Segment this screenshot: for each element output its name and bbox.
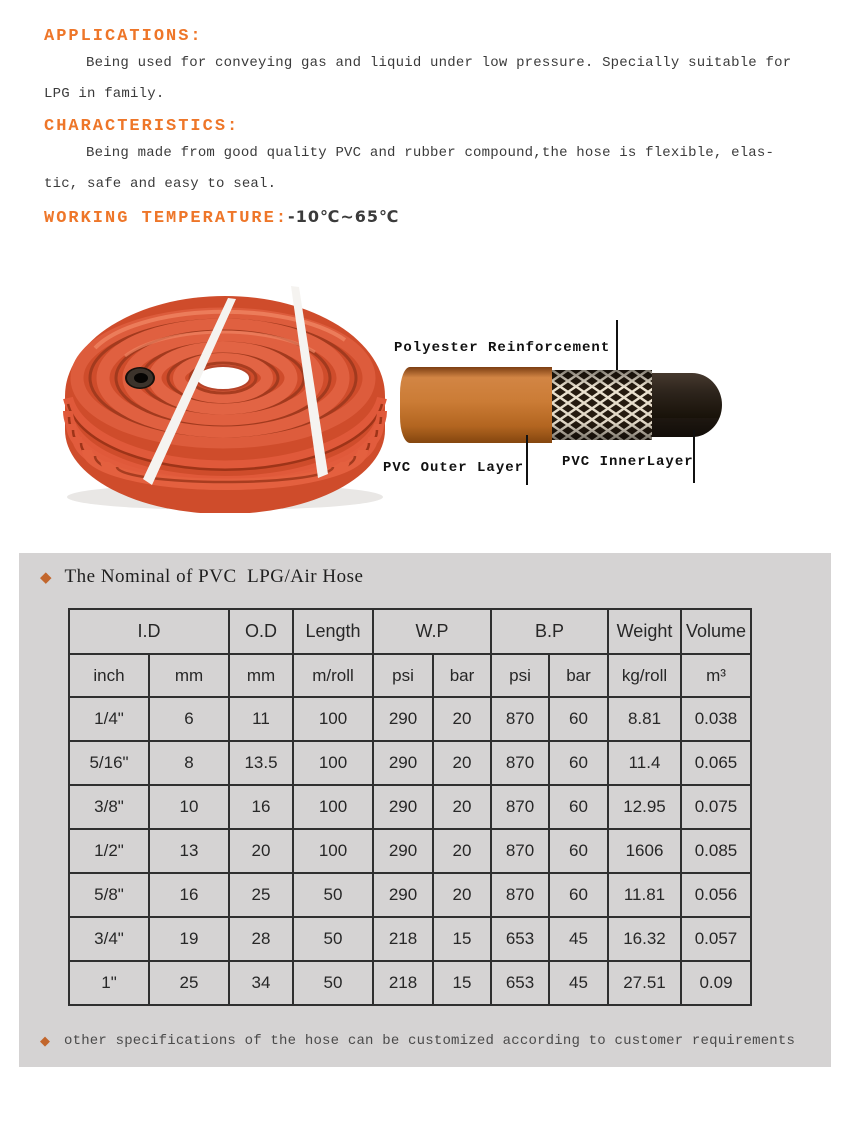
table-cell: 0.075 — [681, 785, 751, 829]
unit-header: m/roll — [293, 654, 373, 697]
unit-header: psi — [373, 654, 433, 697]
unit-header: bar — [549, 654, 608, 697]
header-group-row — [69, 609, 751, 654]
diamond-bullet-icon: ◆ — [40, 567, 52, 586]
table-cell: 25 — [229, 873, 293, 917]
table-cell: 20 — [433, 697, 491, 741]
table-cell: 290 — [373, 785, 433, 829]
spec-table-body — [69, 697, 751, 1005]
product-images-section — [0, 260, 850, 540]
unit-header-row — [69, 654, 751, 697]
table-cell: 870 — [491, 785, 549, 829]
unit-header: mm — [149, 654, 229, 697]
polyester-braid-segment — [552, 370, 652, 440]
pvc-inner-layer-segment — [652, 373, 722, 437]
table-cell: 20 — [433, 741, 491, 785]
pvc-outer-layer-segment — [400, 367, 552, 443]
spec-table-title: The Nominal of PVC LPG/Air Hose — [64, 566, 364, 587]
table-row — [69, 741, 751, 785]
table-cell: 218 — [373, 917, 433, 961]
table-cell: 27.51 — [608, 961, 681, 1005]
table-cell: 45 — [549, 917, 608, 961]
unit-header: m³ — [681, 654, 751, 697]
unit-header: kg/roll — [608, 654, 681, 697]
table-cell: 870 — [491, 741, 549, 785]
table-row — [69, 961, 751, 1005]
table-cell: 45 — [549, 961, 608, 1005]
table-cell: 13.5 — [229, 741, 293, 785]
table-cell: 13 — [149, 829, 229, 873]
table-cell: 0.057 — [681, 917, 751, 961]
unit-header: inch — [69, 654, 149, 697]
table-cell: 100 — [293, 829, 373, 873]
table-cell: 10 — [149, 785, 229, 829]
spec-table-head — [69, 609, 751, 697]
table-cell: 1/4" — [69, 697, 149, 741]
outer-layer-pointer-line — [526, 435, 528, 485]
characteristics-heading: CHARACTERISTICS: — [44, 117, 240, 136]
table-cell: 16 — [229, 785, 293, 829]
reinforcement-label: Polyester Reinforcement — [394, 340, 611, 356]
column-group-header: W.P — [373, 609, 491, 654]
hose-cross-section — [400, 367, 722, 443]
paragraph-line: tic, safe and easy to seal. — [44, 176, 277, 192]
table-cell: 16 — [149, 873, 229, 917]
table-cell: 19 — [149, 917, 229, 961]
footnote-text: other specifications of the hose can be customized according to customer requirements — [64, 1033, 796, 1049]
column-group-header: Weight — [608, 609, 681, 654]
table-cell: 8 — [149, 741, 229, 785]
table-cell: 20 — [433, 873, 491, 917]
table-cell: 50 — [293, 917, 373, 961]
column-group-header: O.D — [229, 609, 293, 654]
hose-coil-image — [55, 278, 390, 517]
table-cell: 218 — [373, 961, 433, 1005]
table-cell: 5/16" — [69, 741, 149, 785]
table-cell: 11.4 — [608, 741, 681, 785]
table-cell: 870 — [491, 697, 549, 741]
table-cell: 0.065 — [681, 741, 751, 785]
working-temperature-heading: WORKING TEMPERATURE: — [44, 209, 289, 228]
applications-heading: APPLICATIONS: — [44, 27, 203, 46]
table-cell: 100 — [293, 741, 373, 785]
table-cell: 28 — [229, 917, 293, 961]
paragraph-line: Being made from good quality PVC and rubber compound,the hose is flexible, elas- — [86, 145, 775, 161]
paragraph-line: LPG in family. — [44, 86, 165, 102]
table-cell: 653 — [491, 961, 549, 1005]
table-cell: 5/8" — [69, 873, 149, 917]
table-cell: 60 — [549, 741, 608, 785]
table-cell: 290 — [373, 829, 433, 873]
intro-text-block — [0, 0, 850, 230]
table-row — [69, 697, 751, 741]
spec-table — [68, 608, 752, 1006]
column-group-header: B.P — [491, 609, 608, 654]
table-row — [69, 829, 751, 873]
table-cell: 0.056 — [681, 873, 751, 917]
table-cell: 60 — [549, 829, 608, 873]
unit-header: bar — [433, 654, 491, 697]
table-cell: 1/2" — [69, 829, 149, 873]
table-cell: 0.09 — [681, 961, 751, 1005]
table-cell: 16.32 — [608, 917, 681, 961]
table-cell: 60 — [549, 785, 608, 829]
unit-header: mm — [229, 654, 293, 697]
table-cell: 290 — [373, 697, 433, 741]
table-cell: 6 — [149, 697, 229, 741]
column-group-header: Length — [293, 609, 373, 654]
table-cell: 1606 — [608, 829, 681, 873]
inner-layer-label: PVC InnerLayer — [562, 454, 694, 470]
table-cell: 3/8" — [69, 785, 149, 829]
table-cell: 12.95 — [608, 785, 681, 829]
table-row — [69, 917, 751, 961]
table-row — [69, 873, 751, 917]
hose-coil-illustration — [55, 278, 390, 513]
table-cell: 34 — [229, 961, 293, 1005]
spec-panel — [19, 553, 831, 1067]
spec-panel-title-row — [19, 566, 831, 588]
table-cell: 50 — [293, 873, 373, 917]
diamond-bullet-icon: ◆ — [40, 1033, 50, 1049]
table-cell: 0.085 — [681, 829, 751, 873]
table-row — [69, 785, 751, 829]
applications-paragraph — [44, 48, 806, 110]
outer-layer-label: PVC Outer Layer — [383, 460, 525, 476]
paragraph-line: Being used for conveying gas and liquid under low pressure. Specially suitable for — [86, 55, 792, 71]
table-cell: 20 — [433, 785, 491, 829]
table-cell: 11.81 — [608, 873, 681, 917]
working-temperature-line — [44, 206, 806, 230]
table-cell: 870 — [491, 873, 549, 917]
table-cell: 60 — [549, 697, 608, 741]
table-cell: 100 — [293, 697, 373, 741]
table-cell: 1" — [69, 961, 149, 1005]
table-cell: 50 — [293, 961, 373, 1005]
column-group-header: I.D — [69, 609, 229, 654]
table-cell: 20 — [433, 829, 491, 873]
table-cell: 25 — [149, 961, 229, 1005]
table-cell: 290 — [373, 741, 433, 785]
table-cell: 60 — [549, 873, 608, 917]
braid-mesh-graphic — [552, 370, 652, 440]
table-cell: 0.038 — [681, 697, 751, 741]
table-cell: 290 — [373, 873, 433, 917]
characteristics-paragraph — [44, 138, 806, 200]
table-cell: 8.81 — [608, 697, 681, 741]
table-cell: 100 — [293, 785, 373, 829]
table-cell: 20 — [229, 829, 293, 873]
column-group-header: Volume — [681, 609, 751, 654]
footnote-row — [40, 1033, 831, 1049]
unit-header: psi — [491, 654, 549, 697]
working-temperature-value: -10℃~65℃ — [288, 207, 400, 226]
table-cell: 11 — [229, 697, 293, 741]
table-cell: 3/4" — [69, 917, 149, 961]
table-cell: 870 — [491, 829, 549, 873]
table-cell: 653 — [491, 917, 549, 961]
table-cell: 15 — [433, 917, 491, 961]
table-cell: 15 — [433, 961, 491, 1005]
